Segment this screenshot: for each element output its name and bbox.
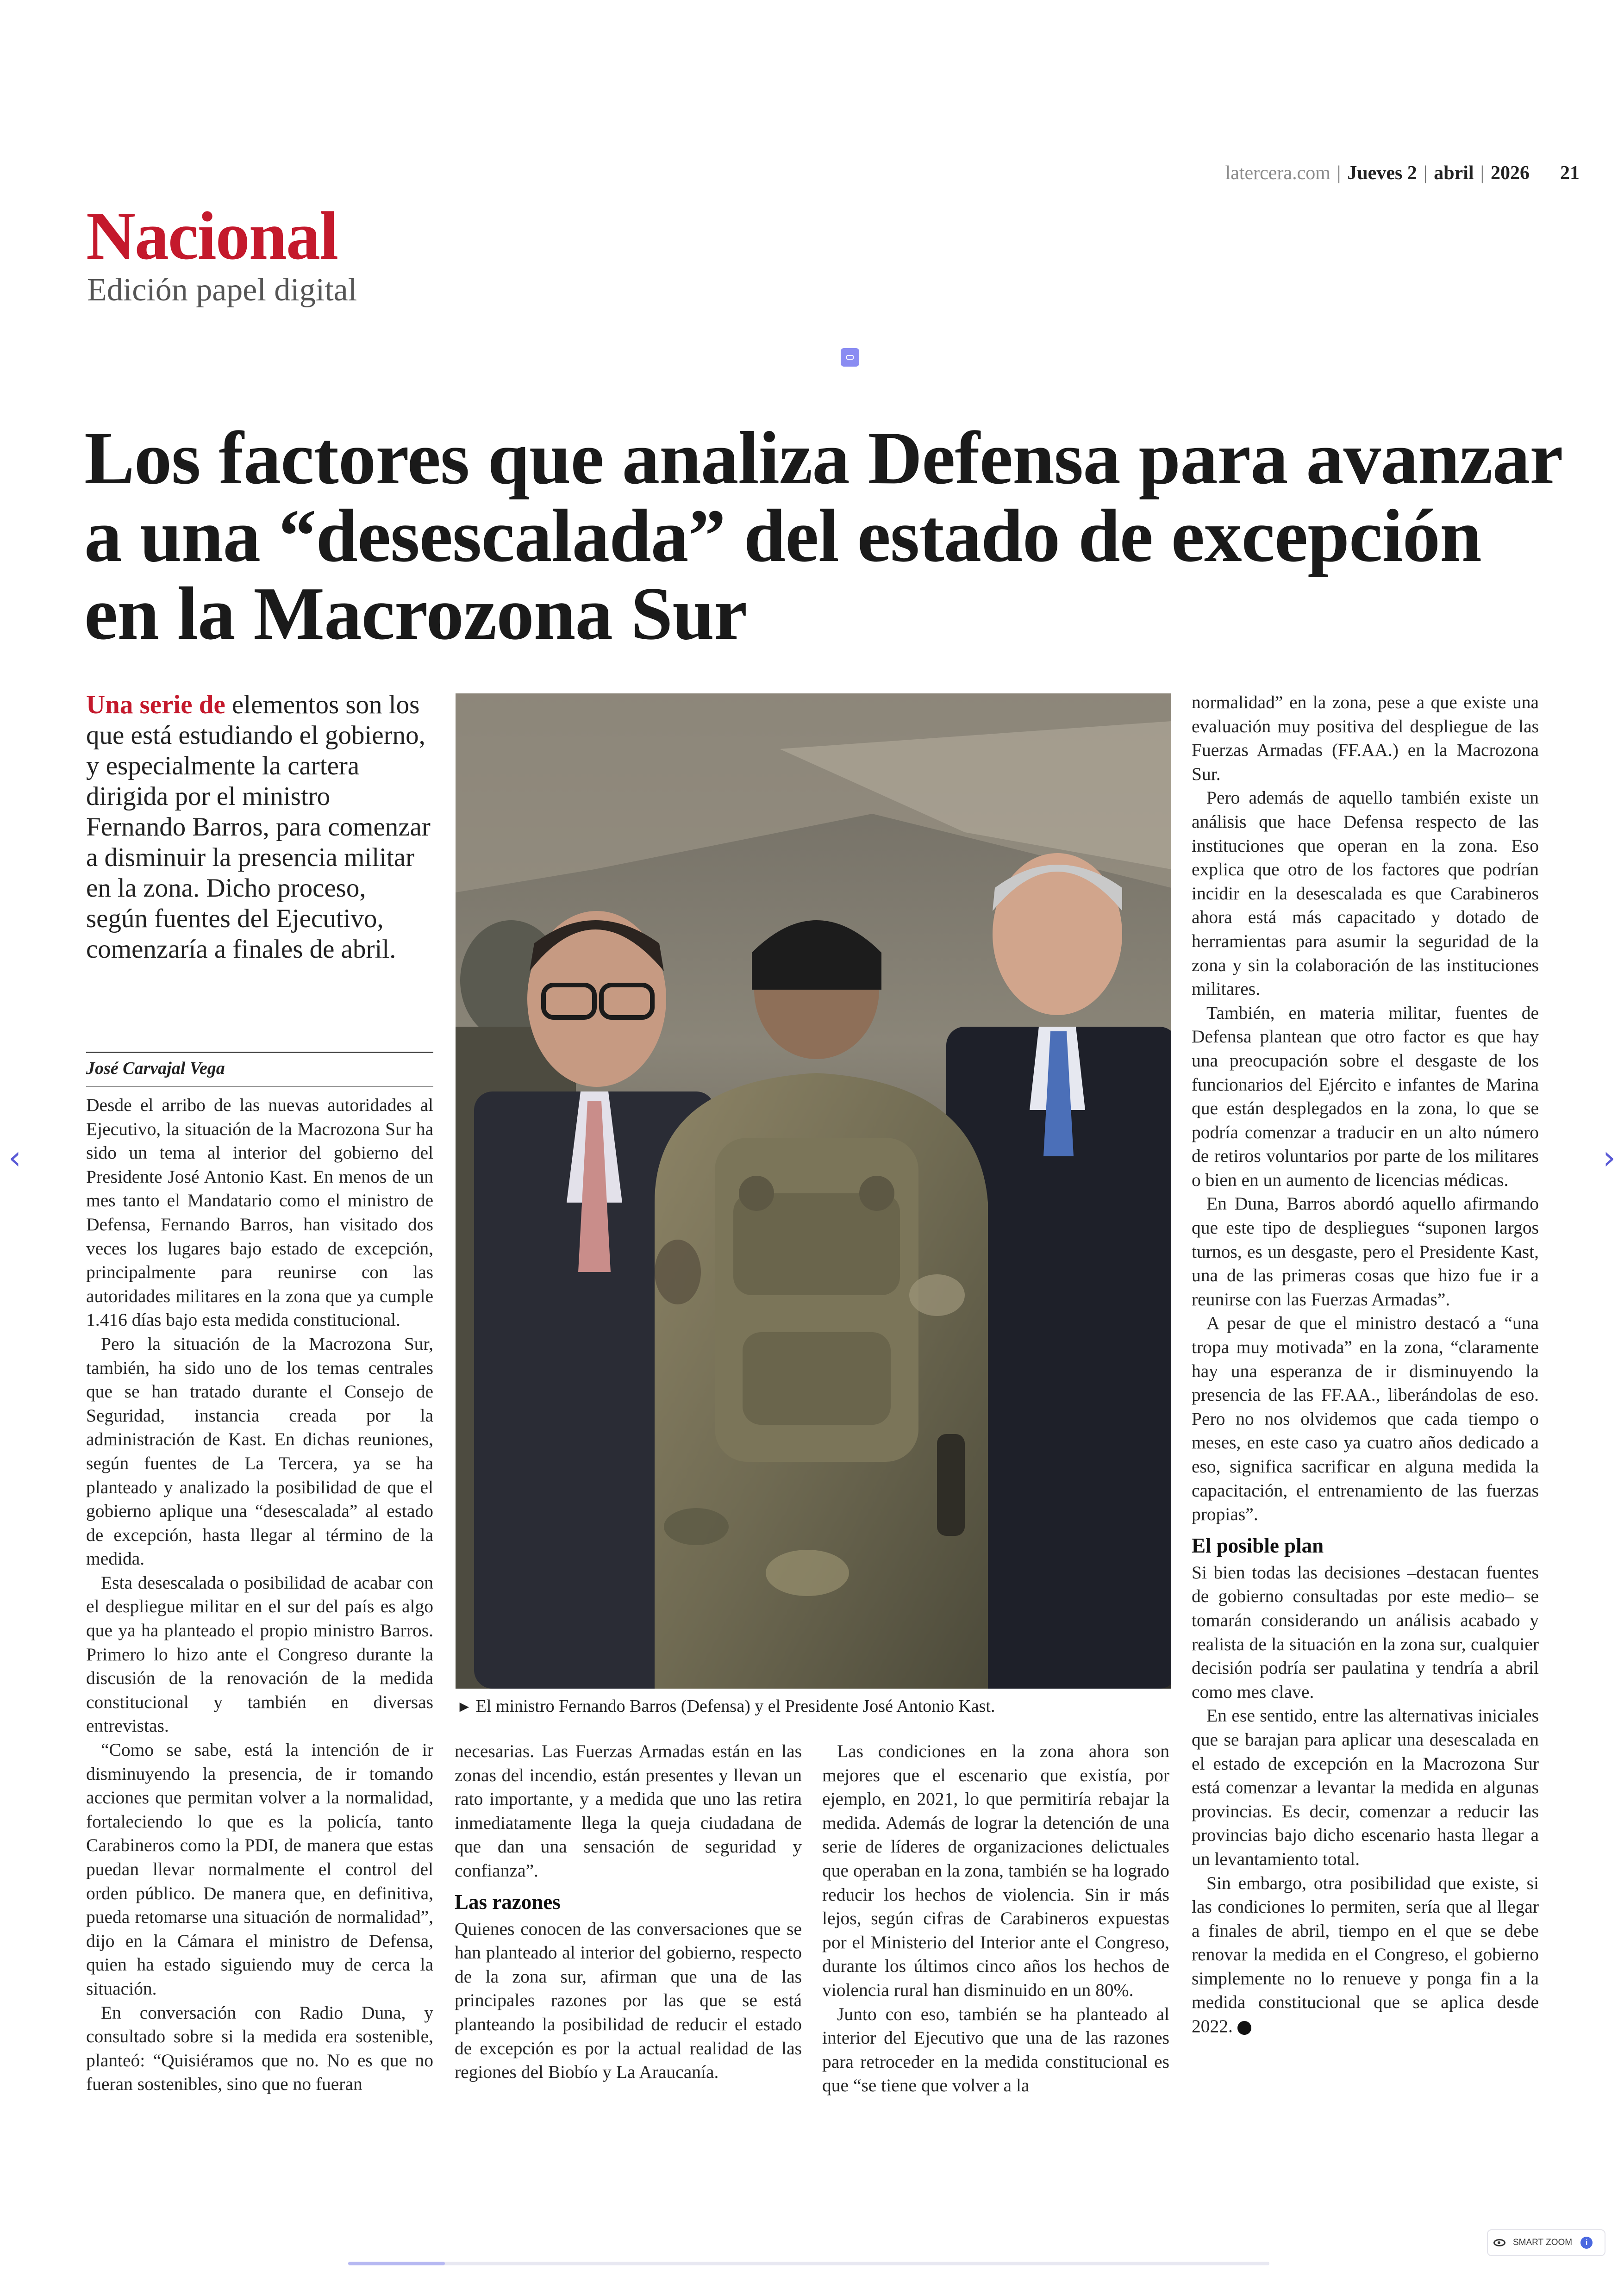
date-year: 2026	[1491, 162, 1530, 184]
photo-caption	[456, 1696, 1172, 1716]
page-number: 21	[1560, 162, 1580, 184]
caption-arrow-icon: ►	[456, 1698, 472, 1715]
paragraph: Esta desescalada o posibilidad de acabar con el despliegue militar en el sur del país es algo que ya ha planteado el propio ministro Barros. Primero lo hizo ante el Congreso durante la discusión de la renovación de la medida constitucional y también en diversas entrevistas.	[86, 1572, 433, 1736]
lead-text: elementos son los que está estudiando el gobierno, y especialmente la cartera dirigida por el ministro Fernando Barros, para comenzar a disminuir la presencia militar en la zona. Dicho proceso, según fuentes del Ejecutivo, comenzaría a finales de abril.	[86, 690, 431, 964]
paragraph-text: Sin embargo, otra posibilidad que existe, si las condiciones lo permiten, sería que al llegar a finales de abril, tiempo en el que se debe renovar la medida en el Congreso, el gobierno simplemente no lo renueve y ponga fin a la medida constitucional que se aplica desde 2022.	[1192, 1872, 1539, 2037]
page-folio	[1225, 162, 1580, 184]
bookmark-icon[interactable]	[841, 348, 859, 367]
paragraph: A pesar de que el ministro destacó a “una tropa muy motivada” en la zona, “claramente hay una esperanza de ir disminuyendo la presencia de las FF.AA., liberándolas de eso. Pero no nos olvidemos que cada tiempo o meses, en este caso ya cuatro años dedicado a eso, significa sacrificar en alguna medida la capacitación, el entrenamiento de las fuerzas propias”.	[1192, 1313, 1539, 1525]
article-photo	[456, 693, 1171, 1689]
chevron-right-icon[interactable]: ›	[1603, 1139, 1616, 1177]
date-month: abril	[1434, 162, 1474, 184]
article-lead	[86, 690, 433, 965]
paragraph	[1192, 1871, 1539, 2039]
article-column-4	[1192, 691, 1539, 2039]
photo-illustration	[456, 693, 1171, 1689]
edition-subtitle: Edición papel digital	[87, 272, 357, 308]
byline: José Carvajal Vega	[86, 1059, 225, 1078]
paragraph: Quienes conocen de las conversaciones que se han planteado al interior del gobierno, respecto de la zona sur, afirman que una de las principales razones por las que se está planteando la posibilidad de reducir el estado de excepción es por la actual realidad de las regiones del Biobío y La Araucanía.	[455, 1918, 802, 2083]
article-column-2	[455, 1740, 802, 2084]
page-progress-bar[interactable]	[348, 2262, 1269, 2265]
paragraph: necesarias. Las Fuerzas Armadas están en las zonas del incendio, están presentes y llevan un rato importante, y a medida que uno las retira inmediatamente llega la queja ciudadana de que dan una sensación de seguridad y confianza”.	[455, 1741, 802, 1881]
article-headline: Los factores que analiza Defensa para avanzar a una “desescalada” del estado de excepción en la Macrozona Sur	[84, 417, 1562, 655]
lead-highlight: Una serie de	[86, 690, 225, 719]
paragraph: Desde el arribo de las nuevas autoridades al Ejecutivo, la situación de la Macrozona Sur ha sido un tema al interior del gobierno del Presidente José Antonio Kast. En menos de un mes tanto el Mandatario como el ministro de Defensa, Fernando Barros, han visitado dos veces los lugares bajo estado de excepción, principalmente para reunirse con las autoridades militares en la zona que ya cumple 1.416 días bajo esta medida constitucional.	[86, 1095, 433, 1330]
paragraph: También, en materia militar, fuentes de Defensa plantean que otro factor es que hay una preocupación sobre el desgaste de los funcionarios del Ejército e infantes de Marina que están desplegados en la zona, lo que se podría comenzar a traducir en un alto número de retiros voluntarios por parte de los militares o bien en un aumento de licencias médicas.	[1192, 1002, 1539, 1190]
caption-text: El ministro Fernando Barros (Defensa) y el Presidente José Antonio Kast.	[475, 1696, 995, 1716]
smart-zoom-label: SMART ZOOM	[1513, 2238, 1573, 2247]
paragraph: En Duna, Barros abordó aquello afirmando que este tipo de despliegues “suponen largos turnos, es un desgaste, pero el Presidente Kast, una de las primeras cosas que hizo fue ir a reunirse con las Fuerzas Armadas”.	[1192, 1193, 1539, 1310]
subheading: El posible plan	[1192, 1534, 1324, 1557]
paragraph: Junto con eso, también se ha planteado al interior del Ejecutivo que una de las razones para retroceder en la medida constitucional es que “se tiene que volver a la	[822, 2003, 1169, 2096]
paragraph: En ese sentido, entre las alternativas iniciales que se barajan para aplicar una desescalada en el estado de excepción en la Macrozona Sur está comenzar a levantar la medida en algunas provincias. Es decir, comenzar a reducir las provincias bajo dicho escenario hasta llegar a un levantamiento total.	[1192, 1705, 1539, 1869]
paragraph: Pero además de aquello también existe un análisis que hace Defensa respecto de las instituciones que operan en la zona. Eso explica que otro de los factores que podrían incidir en la desescalada es que Carabineros ahora está más capacitado y dotado de herramientas para asumir la seguridad de la zona y sin la colaboración de las instituciones militares.	[1192, 787, 1539, 999]
paragraph: Si bien todas las decisiones –destacan fuentes de gobierno consultadas por este medio– se tomarán considerando un análisis acabado y realista de la situación en la zona sur, cualquier decisión podría ser paulatina y tendría a abril como mes clave.	[1192, 1562, 1539, 1702]
paragraph: Pero la situación de la Macrozona Sur, también, ha sido uno de los temas centrales que se han tratado durante el Consejo de Seguridad, instancia creada por la administración de Kast. En dichas reuniones, según fuentes de La Tercera, ya se ha planteado y analizado la posibilidad de que el gobierno aplique una “desescalada” al estado de excepción, hasta llegar al término de la medida.	[86, 1333, 433, 1569]
section-title: Nacional	[86, 198, 338, 274]
byline-divider	[86, 1052, 433, 1053]
paragraph: normalidad” en la zona, pese a que existe una evaluación muy positiva del despliegue de las Fuerzas Armadas (FF.AA.) en la Macrozona Sur.	[1192, 692, 1539, 784]
article-column-1	[86, 1093, 433, 2096]
page-progress-fill	[348, 2262, 445, 2265]
byline-divider	[86, 1086, 433, 1087]
separator: |	[1480, 162, 1484, 184]
paragraph: Las condiciones en la zona ahora son mejores que el escenario que existía, por ejemplo, en 2021, lo que permitiría rebajar la medida. Además de lograr la detención de una serie de líderes de organizaciones delictuales que operaban en la zona, también se ha logrado reducir los hechos de violencia. Sin ir más lejos, según cifras de Carabineros expuestas por el Ministerio del Interior ante el Congreso, durante los últimos cinco años los hechos de violencia rural han disminuido en un 80%.	[822, 1741, 1169, 2000]
paragraph: “Como se sabe, está la intención de ir disminuyendo la presencia, de ir tomando acciones que permitan volver a la normalidad, fortaleciendo lo que es la policía, tanto Carabineros como la PDI, de manera que estas puedan llevar normalmente el control del orden público. De manera que, en definitiva, pueda retomarse una situación de normalidad”, dijo en la Cámara el ministro de Defensa, quien ha estado siguiendo muy de cerca la situación.	[86, 1740, 433, 1999]
info-icon[interactable]: i	[1580, 2237, 1593, 2249]
end-mark-icon	[1237, 2021, 1251, 2035]
date-day: Jueves 2	[1347, 162, 1417, 184]
eye-icon	[1493, 2239, 1505, 2246]
site-name: latercera.com	[1225, 162, 1330, 184]
smart-zoom-button[interactable]	[1487, 2229, 1605, 2256]
paragraph: En conversación con Radio Duna, y consultado sobre si la medida era sostenible, planteó: “Quisiéramos que no. No es que no fueran sostenibles, sino que no fueran	[86, 2002, 433, 2095]
separator: |	[1423, 162, 1428, 184]
article-column-3	[822, 1740, 1169, 2098]
subheading: Las razones	[455, 1890, 561, 1914]
separator: |	[1337, 162, 1341, 184]
chevron-left-icon[interactable]: ‹	[8, 1139, 21, 1177]
